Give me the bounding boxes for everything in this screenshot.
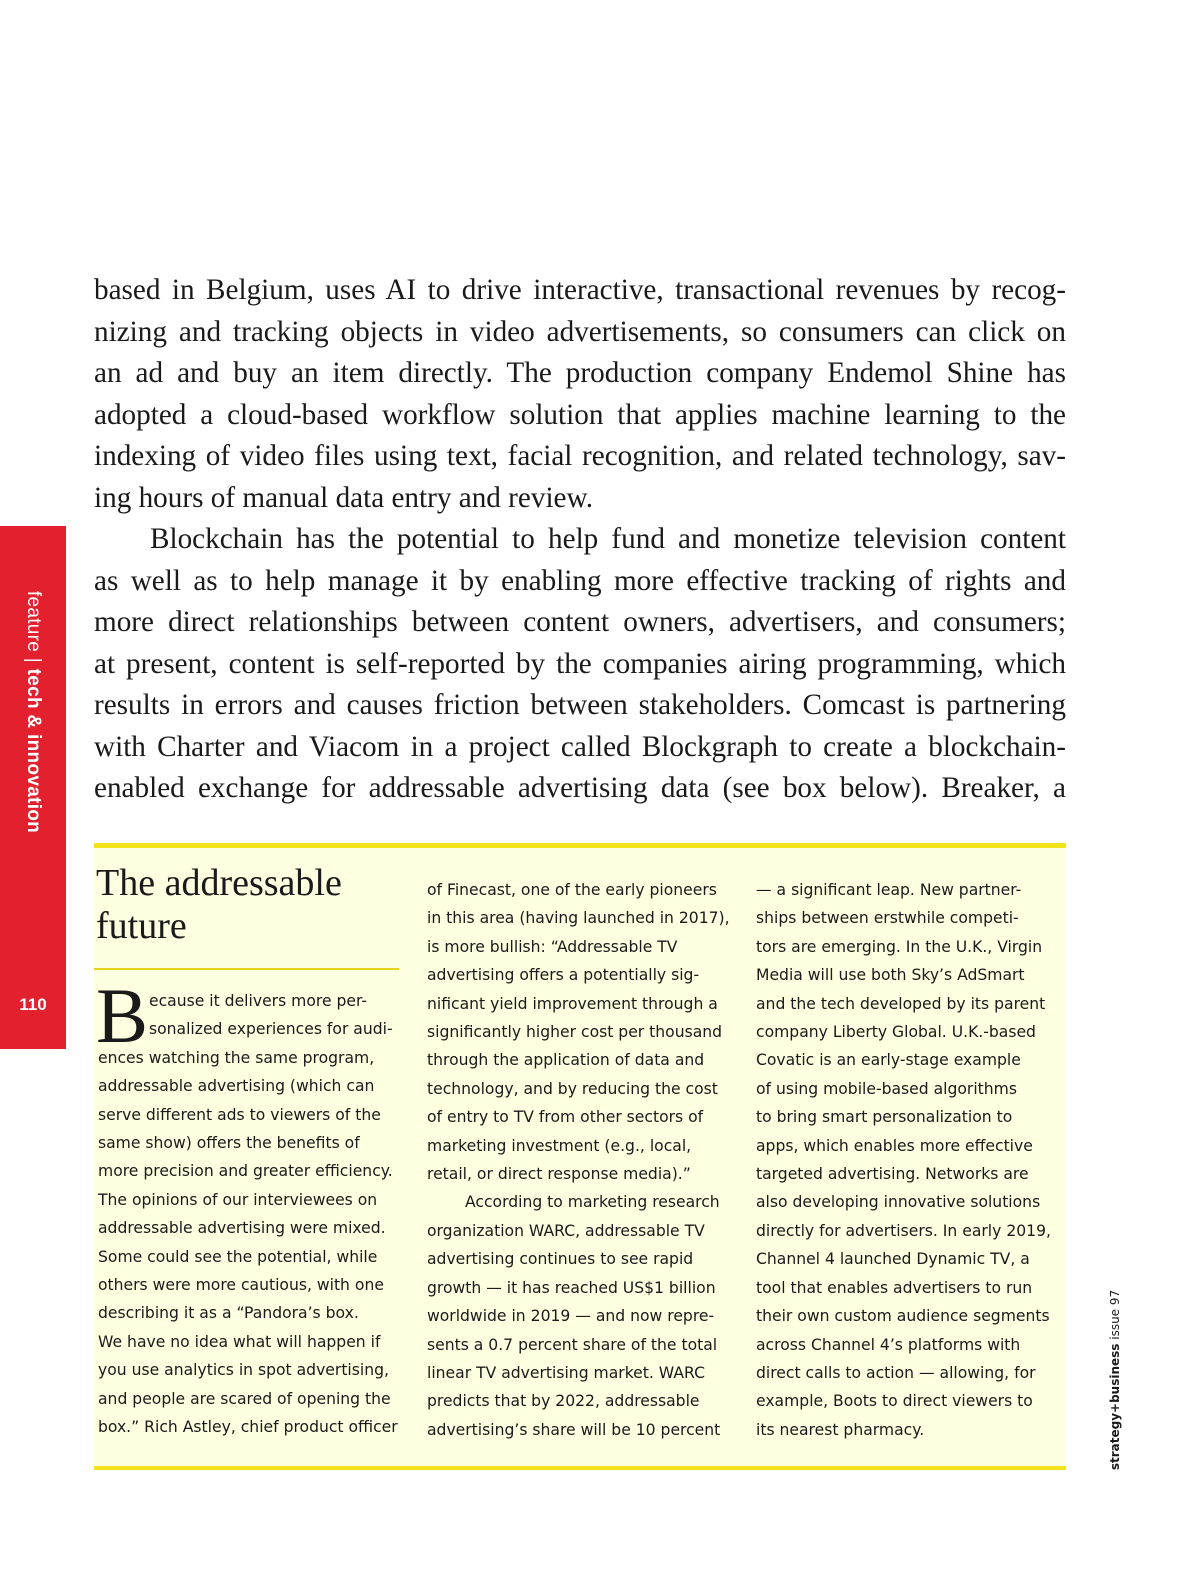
box-title-rule [94, 968, 399, 970]
column-line: and the tech developed by its parent [756, 994, 1046, 1013]
column-line: Covatic is an early-stage example [756, 1051, 1021, 1070]
body-line: results in errors and causes friction between stakeholders. Comcast is partnering [94, 689, 1066, 721]
column-line: organization WARC, addressable TV [427, 1221, 705, 1240]
column-line: also developing innovative solutions [756, 1193, 1041, 1212]
column-line: and people are scared of opening the [98, 1389, 391, 1408]
body-line: Blockchain has the potential to help fund and monetize television content [150, 523, 1066, 555]
body-line: ing hours of manual data entry and review. [94, 481, 593, 514]
column-line: apps, which enables more effective [756, 1136, 1033, 1155]
column-line: tors are emerging. In the U.K., Virgin [756, 937, 1043, 956]
section-label [22, 591, 44, 833]
column-line: in this area (having launched in 2017), [427, 909, 730, 928]
column-line: ships between erstwhile competi- [756, 909, 1019, 928]
column-line: is more bullish: “Addressable TV [427, 937, 678, 956]
column-line: retail, or direct response media).” [427, 1165, 691, 1184]
column-line: others were more cautious, with one [98, 1276, 384, 1295]
column-line: ences watching the same program, [98, 1048, 375, 1067]
column-line: Channel 4 launched Dynamic TV, a [756, 1250, 1030, 1269]
column-line: of entry to TV from other sectors of [427, 1108, 704, 1127]
body-line: with Charter and Viacom in a project called Blockgraph to create a blockchain- [94, 730, 1066, 763]
column-line: their own custom audience segments [756, 1307, 1050, 1326]
column-line: growth — it has reached US$1 billion [427, 1278, 716, 1297]
column-line: The opinions of our interviewees on [98, 1190, 378, 1209]
issue-number: issue 97 [1108, 1289, 1122, 1344]
column-line: targeted advertising. Networks are [756, 1165, 1029, 1184]
column-line: nificant yield improvement through a [427, 994, 718, 1013]
body-line: at present, content is self-reported by the companies airing programming, which [94, 647, 1066, 680]
column-line: of using mobile-based algorithms [756, 1079, 1017, 1098]
dropcap: B [96, 972, 149, 1059]
column-line: across Channel 4’s platforms with [756, 1335, 1021, 1354]
body-line: based in Belgium, uses AI to drive interactive, transactional revenues by recog- [94, 274, 1066, 306]
box-title-line: future [96, 905, 187, 947]
column-line: predicts that by 2022, addressable [427, 1392, 700, 1411]
body-line: indexing of video files using text, facial recognition, and related technology, sav- [94, 440, 1066, 472]
column-line: advertising continues to see rapid [427, 1250, 694, 1269]
column-line: more precision and greater efficiency. [98, 1162, 393, 1181]
column-line: company Liberty Global. U.K.-based [756, 1023, 1036, 1042]
section-label-divider: | [23, 652, 44, 669]
column-line: Some could see the potential, while [98, 1247, 378, 1266]
page-number: 110 [19, 995, 47, 1014]
publication-footer [1108, 1290, 1122, 1470]
column-line: addressable advertising were mixed. [98, 1219, 386, 1238]
section-label-topic: tech & innovation [23, 668, 44, 834]
column-line: of Finecast, one of the early pioneers [427, 881, 717, 899]
body-text [94, 270, 1066, 810]
body-line: nizing and tracking objects in video advertisements, so consumers can click on [94, 315, 1066, 348]
box-column-1 [96, 972, 408, 1442]
column-line: linear TV advertising market. WARC [427, 1363, 705, 1382]
column-line: direct calls to action — allowing, for [756, 1363, 1036, 1382]
column-line: ecause it delivers more per- [149, 992, 368, 1010]
body-line: an ad and buy an item directly. The production company Endemol Shine has [94, 357, 1066, 389]
column-line: directly for advertisers. In early 2019, [756, 1221, 1051, 1240]
column-line: worldwide in 2019 — and now repre- [427, 1307, 715, 1326]
box-title-line: The addressable [96, 862, 342, 904]
column-line: describing it as a “Pandora’s box. [98, 1304, 359, 1323]
body-line: enabled exchange for addressable advertising data (see box below). Breaker, a [94, 772, 1066, 804]
column-line: through the application of data and [427, 1051, 705, 1070]
column-line: advertising’s share will be 10 percent [427, 1420, 721, 1439]
box-column-2 [427, 876, 737, 1444]
column-line: advertising offers a potentially sig- [427, 966, 700, 985]
column-line: serve different ads to viewers of the [98, 1105, 381, 1124]
column-line: to bring smart personalization to [756, 1108, 1013, 1127]
column-line: sents a 0.7 percent share of the total [427, 1335, 718, 1354]
column-line: tool that enables advertisers to run [756, 1278, 1033, 1297]
column-line: marketing investment (e.g., local, [427, 1136, 692, 1155]
column-line: addressable advertising (which can [98, 1077, 375, 1096]
column-line: — a significant leap. New partner- [756, 881, 1022, 899]
column-line: you use analytics in spot advertising, [98, 1361, 389, 1380]
column-line: box.” Rich Astley, chief product officer [98, 1418, 398, 1437]
section-label-feature: feature [23, 590, 44, 653]
body-line: as well as to help manage it by enabling more effective tracking of rights and [94, 564, 1066, 597]
column-line: We have no idea what will happen if [98, 1332, 381, 1351]
column-line: same show) offers the benefits of [98, 1134, 360, 1153]
body-line: more direct relationships between content owners, advertisers, and consumers; [94, 606, 1066, 638]
body-line: adopted a cloud-based workflow solution that applies machine learning to the [94, 398, 1066, 431]
box-title [96, 862, 396, 948]
sidebar-box [94, 843, 1066, 1470]
column-line: example, Boots to direct viewers to [756, 1392, 1033, 1411]
box-column-3 [756, 876, 1062, 1444]
column-line: Media will use both Sky’s AdSmart [756, 966, 1025, 985]
column-line: its nearest pharmacy. [756, 1420, 925, 1439]
column-line: significantly higher cost per thousand [427, 1023, 723, 1042]
column-line: According to marketing research [465, 1193, 720, 1212]
column-line: sonalized experiences for audi- [149, 1020, 393, 1039]
column-line: technology, and by reducing the cost [427, 1079, 718, 1098]
publication-name: strategy+business [1108, 1343, 1122, 1471]
